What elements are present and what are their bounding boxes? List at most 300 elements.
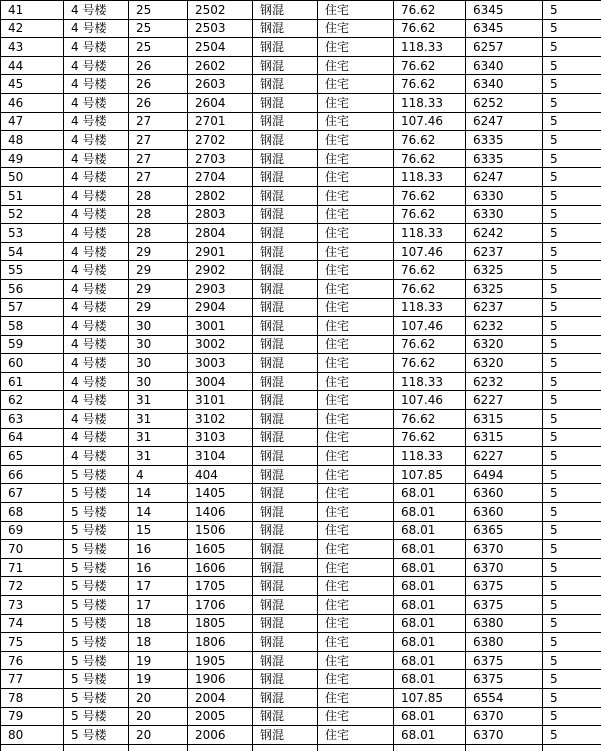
table-cell: 68.01 — [394, 651, 466, 670]
table-cell: 6335 — [466, 149, 543, 168]
table-cell: 住宅 — [318, 224, 394, 243]
table-cell: 住宅 — [318, 465, 394, 484]
table-cell: 74 — [1, 614, 64, 633]
table-cell: 76.62 — [394, 261, 466, 280]
table-row — [1, 447, 601, 466]
table-cell: 钢混 — [253, 205, 318, 224]
table-cell: 4 号楼 — [64, 112, 129, 131]
table-cell: 30 — [129, 317, 188, 336]
table-cell: 68.01 — [394, 521, 466, 540]
table-cell: 1606 — [188, 558, 253, 577]
table-cell: 钢混 — [253, 186, 318, 205]
table-cell: 2702 — [188, 131, 253, 150]
table-cell: 5 — [543, 521, 601, 540]
table-cell: 钢混 — [253, 670, 318, 689]
table-cell: 2902 — [188, 261, 253, 280]
table-cell: 76.62 — [394, 1, 466, 20]
table-cell: 68.01 — [394, 558, 466, 577]
table-cell: 5 — [543, 726, 601, 745]
table-cell: 3104 — [188, 447, 253, 466]
table-cell: 6345 — [466, 1, 543, 20]
table-cell — [1, 744, 64, 751]
table-cell: 5 — [543, 410, 601, 429]
table-cell: 76.62 — [394, 354, 466, 373]
table-cell: 钢混 — [253, 391, 318, 410]
table-cell: 住宅 — [318, 93, 394, 112]
table-cell: 2503 — [188, 19, 253, 38]
table-cell: 住宅 — [318, 577, 394, 596]
table-cell: 住宅 — [318, 168, 394, 187]
table-cell: 钢混 — [253, 410, 318, 429]
table-cell: 3004 — [188, 372, 253, 391]
table-cell: 5 — [543, 465, 601, 484]
table-cell: 67 — [1, 484, 64, 503]
table-row — [1, 651, 601, 670]
table-cell: 5 — [543, 261, 601, 280]
table-row — [1, 633, 601, 652]
table-row — [1, 465, 601, 484]
table-cell: 28 — [129, 224, 188, 243]
table-cell: 1705 — [188, 577, 253, 596]
table-cell: 30 — [129, 335, 188, 354]
table-cell: 5 — [543, 670, 601, 689]
table-cell: 404 — [188, 465, 253, 484]
table-cell: 5 — [543, 298, 601, 317]
table-row — [1, 112, 601, 131]
table-cell: 18 — [129, 633, 188, 652]
table-cell: 5 — [543, 447, 601, 466]
table-cell: 1906 — [188, 670, 253, 689]
table-cell: 27 — [129, 168, 188, 187]
table-cell — [188, 744, 253, 751]
table-cell: 住宅 — [318, 354, 394, 373]
table-cell: 6232 — [466, 372, 543, 391]
table-cell: 3002 — [188, 335, 253, 354]
table-cell: 17 — [129, 596, 188, 615]
table-cell: 住宅 — [318, 1, 394, 20]
table-cell: 钢混 — [253, 112, 318, 131]
table-cell: 6227 — [466, 391, 543, 410]
table-cell: 6252 — [466, 93, 543, 112]
table-cell: 76.62 — [394, 149, 466, 168]
table-cell: 住宅 — [318, 186, 394, 205]
table-row — [1, 726, 601, 745]
table-cell: 住宅 — [318, 19, 394, 38]
table-cell: 26 — [129, 93, 188, 112]
table-cell: 2903 — [188, 279, 253, 298]
table-cell: 62 — [1, 391, 64, 410]
table-cell: 6554 — [466, 688, 543, 707]
table-cell: 5 — [543, 614, 601, 633]
table-cell: 6257 — [466, 38, 543, 57]
table-cell: 50 — [1, 168, 64, 187]
table-row — [1, 614, 601, 633]
table-cell: 钢混 — [253, 596, 318, 615]
table-cell: 5 — [543, 93, 601, 112]
table-cell: 58 — [1, 317, 64, 336]
table-cell: 16 — [129, 558, 188, 577]
table-cell: 6360 — [466, 484, 543, 503]
table-cell: 住宅 — [318, 279, 394, 298]
table-cell: 住宅 — [318, 503, 394, 522]
table-cell: 5 — [543, 19, 601, 38]
table-cell: 4 号楼 — [64, 19, 129, 38]
table-row — [1, 354, 601, 373]
table-cell: 4 号楼 — [64, 410, 129, 429]
table-cell: 5 — [543, 186, 601, 205]
table-cell: 住宅 — [318, 242, 394, 261]
table-cell: 77 — [1, 670, 64, 689]
table-cell: 76.62 — [394, 428, 466, 447]
table-cell: 4 号楼 — [64, 1, 129, 20]
table-cell: 56 — [1, 279, 64, 298]
table-cell: 钢混 — [253, 317, 318, 336]
table-cell: 5 号楼 — [64, 577, 129, 596]
table-cell: 5 — [543, 335, 601, 354]
table-cell: 2803 — [188, 205, 253, 224]
table-cell: 60 — [1, 354, 64, 373]
table-cell: 68.01 — [394, 540, 466, 559]
table-cell: 住宅 — [318, 391, 394, 410]
table-cell: 16 — [129, 540, 188, 559]
table-cell: 6315 — [466, 410, 543, 429]
table-cell: 53 — [1, 224, 64, 243]
table-cell: 钢混 — [253, 261, 318, 280]
table-cell: 1405 — [188, 484, 253, 503]
table-cell: 2701 — [188, 112, 253, 131]
table-cell: 26 — [129, 75, 188, 94]
table-cell — [253, 744, 318, 751]
table-cell: 6375 — [466, 651, 543, 670]
table-cell: 68.01 — [394, 614, 466, 633]
table-cell: 钢混 — [253, 614, 318, 633]
table-cell: 20 — [129, 726, 188, 745]
table-row — [1, 391, 601, 410]
table-cell: 76.62 — [394, 131, 466, 150]
table-cell: 68.01 — [394, 707, 466, 726]
table-cell: 118.33 — [394, 447, 466, 466]
table-cell: 住宅 — [318, 410, 394, 429]
table-row — [1, 186, 601, 205]
table-cell: 29 — [129, 242, 188, 261]
table-row — [1, 707, 601, 726]
table-cell: 29 — [129, 261, 188, 280]
table-cell: 4 号楼 — [64, 372, 129, 391]
table-cell: 6242 — [466, 224, 543, 243]
table-cell: 钢混 — [253, 354, 318, 373]
table-row — [1, 410, 601, 429]
table-cell: 钢混 — [253, 168, 318, 187]
table-cell: 住宅 — [318, 317, 394, 336]
table-cell: 5 — [543, 149, 601, 168]
table-cell: 1406 — [188, 503, 253, 522]
table-cell — [543, 744, 601, 751]
table-cell: 57 — [1, 298, 64, 317]
table-cell: 钢混 — [253, 56, 318, 75]
table-cell: 5 号楼 — [64, 651, 129, 670]
table-cell: 5 号楼 — [64, 558, 129, 577]
table-cell: 6320 — [466, 354, 543, 373]
table-cell: 6237 — [466, 242, 543, 261]
table-cell: 31 — [129, 447, 188, 466]
table-row — [1, 688, 601, 707]
table-row — [1, 298, 601, 317]
table-cell: 31 — [129, 410, 188, 429]
table-cell: 钢混 — [253, 651, 318, 670]
table-cell: 31 — [129, 428, 188, 447]
table-cell: 63 — [1, 410, 64, 429]
table-cell: 5 — [543, 707, 601, 726]
table-cell: 2006 — [188, 726, 253, 745]
table-cell: 1605 — [188, 540, 253, 559]
table-cell: 68.01 — [394, 484, 466, 503]
table-cell: 4 号楼 — [64, 149, 129, 168]
table-cell: 6370 — [466, 726, 543, 745]
table-cell: 55 — [1, 261, 64, 280]
table-cell: 住宅 — [318, 596, 394, 615]
table-row — [1, 596, 601, 615]
table-cell: 1506 — [188, 521, 253, 540]
table-cell: 2603 — [188, 75, 253, 94]
table-cell: 钢混 — [253, 38, 318, 57]
table-cell: 5 号楼 — [64, 726, 129, 745]
table-cell: 2005 — [188, 707, 253, 726]
table-cell: 107.85 — [394, 465, 466, 484]
table-cell: 5 号楼 — [64, 484, 129, 503]
table-cell: 5 — [543, 354, 601, 373]
table-cell: 住宅 — [318, 261, 394, 280]
table-cell: 5 — [543, 651, 601, 670]
table-cell: 住宅 — [318, 56, 394, 75]
table-cell: 6232 — [466, 317, 543, 336]
table-cell: 76.62 — [394, 335, 466, 354]
table-cell: 5 号楼 — [64, 521, 129, 540]
table-cell: 5 — [543, 317, 601, 336]
table-cell: 5 — [543, 633, 601, 652]
table-cell: 76.62 — [394, 186, 466, 205]
table-cell: 2804 — [188, 224, 253, 243]
table-row — [1, 484, 601, 503]
table-cell: 6494 — [466, 465, 543, 484]
table-cell: 43 — [1, 38, 64, 57]
table-row — [1, 149, 601, 168]
table-cell: 3101 — [188, 391, 253, 410]
table-cell: 31 — [129, 391, 188, 410]
table-cell: 26 — [129, 56, 188, 75]
table-cell: 6375 — [466, 596, 543, 615]
table-cell: 29 — [129, 279, 188, 298]
table-cell: 69 — [1, 521, 64, 540]
table-cell: 59 — [1, 335, 64, 354]
table-row — [1, 75, 601, 94]
table-cell: 6320 — [466, 335, 543, 354]
table-cell: 4 号楼 — [64, 131, 129, 150]
table-cell: 钢混 — [253, 298, 318, 317]
table-cell: 钢混 — [253, 540, 318, 559]
table-cell: 4 号楼 — [64, 428, 129, 447]
table-cell: 76.62 — [394, 75, 466, 94]
table-cell: 28 — [129, 186, 188, 205]
table-cell: 住宅 — [318, 205, 394, 224]
table-cell: 118.33 — [394, 168, 466, 187]
table-cell: 4 号楼 — [64, 447, 129, 466]
table-cell: 钢混 — [253, 484, 318, 503]
table-cell: 2502 — [188, 1, 253, 20]
table-cell: 5 号楼 — [64, 707, 129, 726]
table-cell: 68.01 — [394, 670, 466, 689]
table-cell: 住宅 — [318, 540, 394, 559]
table-cell: 5 — [543, 540, 601, 559]
table-cell: 3003 — [188, 354, 253, 373]
table-cell: 4 — [129, 465, 188, 484]
table-cell: 6375 — [466, 577, 543, 596]
table-row — [1, 93, 601, 112]
table-cell: 76 — [1, 651, 64, 670]
table-cell: 14 — [129, 484, 188, 503]
table-cell: 2704 — [188, 168, 253, 187]
table-cell: 钢混 — [253, 428, 318, 447]
table-cell: 钢混 — [253, 521, 318, 540]
table-cell: 1805 — [188, 614, 253, 633]
table-cell: 79 — [1, 707, 64, 726]
table-cell: 钢混 — [253, 335, 318, 354]
table-cell: 4 号楼 — [64, 261, 129, 280]
table-cell: 钢混 — [253, 726, 318, 745]
table-cell: 5 号楼 — [64, 633, 129, 652]
table-cell: 5 — [543, 372, 601, 391]
table-cell: 6330 — [466, 205, 543, 224]
table-cell: 65 — [1, 447, 64, 466]
table-cell: 2901 — [188, 242, 253, 261]
table-row — [1, 428, 601, 447]
table-cell: 68.01 — [394, 503, 466, 522]
table-cell: 76.62 — [394, 410, 466, 429]
table-cell: 25 — [129, 19, 188, 38]
table-cell: 钢混 — [253, 577, 318, 596]
table-row — [1, 372, 601, 391]
table-cell: 4 号楼 — [64, 56, 129, 75]
table-cell: 4 号楼 — [64, 354, 129, 373]
table-cell: 6237 — [466, 298, 543, 317]
table-cell: 住宅 — [318, 521, 394, 540]
table-cell: 2602 — [188, 56, 253, 75]
table-row — [1, 56, 601, 75]
table-cell: 住宅 — [318, 484, 394, 503]
table-cell — [318, 744, 394, 751]
table-cell: 68.01 — [394, 633, 466, 652]
table-cell: 61 — [1, 372, 64, 391]
table-cell: 5 — [543, 242, 601, 261]
table-cell — [466, 744, 543, 751]
table-cell: 6370 — [466, 558, 543, 577]
table-row — [1, 205, 601, 224]
table-row — [1, 279, 601, 298]
table-row — [1, 521, 601, 540]
table-cell: 3103 — [188, 428, 253, 447]
table-cell: 6365 — [466, 521, 543, 540]
table-cell: 5 — [543, 56, 601, 75]
table-row — [1, 38, 601, 57]
table-cell: 76.62 — [394, 279, 466, 298]
table-cell: 5 — [543, 596, 601, 615]
table-cell: 1706 — [188, 596, 253, 615]
table-cell: 64 — [1, 428, 64, 447]
table-cell: 70 — [1, 540, 64, 559]
table-cell: 钢混 — [253, 131, 318, 150]
table-cell: 5 — [543, 1, 601, 20]
table-row — [1, 670, 601, 689]
table-cell: 54 — [1, 242, 64, 261]
table-cell: 52 — [1, 205, 64, 224]
table-cell: 107.46 — [394, 391, 466, 410]
table-cell: 6340 — [466, 56, 543, 75]
table-cell: 6375 — [466, 670, 543, 689]
table-cell: 6380 — [466, 614, 543, 633]
table-cell: 住宅 — [318, 372, 394, 391]
table-cell: 107.46 — [394, 317, 466, 336]
table-cell: 2504 — [188, 38, 253, 57]
table-cell: 80 — [1, 726, 64, 745]
table-cell: 72 — [1, 577, 64, 596]
table-cell: 4 号楼 — [64, 38, 129, 57]
table-cell: 5 号楼 — [64, 465, 129, 484]
table-cell: 3001 — [188, 317, 253, 336]
table-cell: 钢混 — [253, 224, 318, 243]
table-cell: 18 — [129, 614, 188, 633]
table-cell: 42 — [1, 19, 64, 38]
table-cell: 47 — [1, 112, 64, 131]
table-cell — [129, 744, 188, 751]
table-cell: 钢混 — [253, 1, 318, 20]
table-cell: 5 号楼 — [64, 540, 129, 559]
table-cell: 住宅 — [318, 726, 394, 745]
table-cell: 118.33 — [394, 372, 466, 391]
table-cell: 钢混 — [253, 19, 318, 38]
table-cell: 25 — [129, 1, 188, 20]
table-row — [1, 19, 601, 38]
table-cell: 钢混 — [253, 465, 318, 484]
table-cell: 6370 — [466, 540, 543, 559]
table-cell: 4 号楼 — [64, 298, 129, 317]
table-cell: 41 — [1, 1, 64, 20]
table-cell: 51 — [1, 186, 64, 205]
table-cell: 4 号楼 — [64, 186, 129, 205]
table-cell: 6335 — [466, 131, 543, 150]
table-cell: 钢混 — [253, 707, 318, 726]
table-row — [1, 558, 601, 577]
table-cell: 6370 — [466, 707, 543, 726]
table-row — [1, 503, 601, 522]
table-cell: 住宅 — [318, 335, 394, 354]
table-cell: 4 号楼 — [64, 75, 129, 94]
table-cell: 住宅 — [318, 75, 394, 94]
table-cell: 4 号楼 — [64, 224, 129, 243]
table-row — [1, 540, 601, 559]
table-cell: 15 — [129, 521, 188, 540]
table-cell: 68.01 — [394, 596, 466, 615]
table-cell: 住宅 — [318, 558, 394, 577]
table-cell: 钢混 — [253, 242, 318, 261]
table-cell: 3102 — [188, 410, 253, 429]
table-cell: 6325 — [466, 261, 543, 280]
table-cell: 4 号楼 — [64, 279, 129, 298]
table-cell: 住宅 — [318, 651, 394, 670]
table-cell — [394, 744, 466, 751]
table-cell: 6227 — [466, 447, 543, 466]
table-cell: 钢混 — [253, 633, 318, 652]
table-cell: 44 — [1, 56, 64, 75]
table-cell: 118.33 — [394, 93, 466, 112]
